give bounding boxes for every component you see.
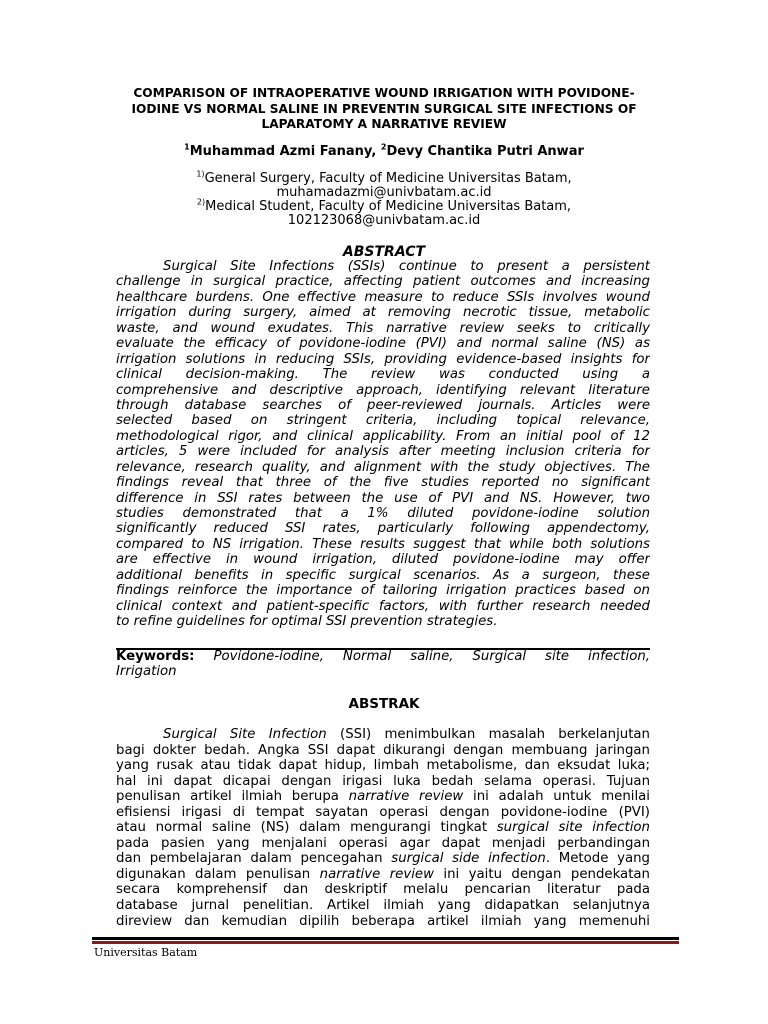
affiliation-text: General Surgery, Faculty of Medicine Universitas Batam, bbox=[204, 171, 572, 186]
keywords-text: Povidone-iodine, Normal saline, Surgical site infection, bbox=[213, 649, 650, 664]
abstrak-line: pada pasien yang menjalani operasi agar dapat menjadi perbandingan bbox=[116, 835, 650, 851]
abstrak-line: hal ini dapat dicapai dengan irigasi luka bedah selama operasi. Tujuan bbox=[116, 773, 650, 789]
abstract-line: methodological rigor, and clinical applicability. From an initial pool of 12 bbox=[116, 428, 650, 444]
abstrak-line: efisiensi irigasi di tempat sayatan operasi dengan povidone-iodine (PVI) bbox=[116, 804, 650, 820]
affiliation-text: Medical Student, Faculty of Medicine Universitas Batam, bbox=[205, 199, 572, 214]
title-line: COMPARISON OF INTRAOPERATIVE WOUND IRRIGATION WITH POVIDONE- bbox=[133, 86, 635, 100]
author-sup: 1 bbox=[184, 142, 190, 152]
abstrak-line: penulisan artikel ilmiah berupa narrative review ini adalah untuk menilai bbox=[116, 789, 650, 805]
abstract-line: articles, 5 were included for analysis after meeting inclusion criteria for bbox=[116, 444, 650, 460]
abstrak-line: direview dan kemudian dipilih beberapa artikel ilmiah yang memenuhi bbox=[116, 913, 650, 929]
abstrak-line: bagi dokter bedah. Angka SSI dapat dikurangi dengan membuang jaringan bbox=[116, 742, 650, 758]
affiliation-1 bbox=[110, 169, 658, 200]
title-line: IODINE VS NORMAL SALINE IN PREVENTIN SURGICAL SITE INFECTIONS OF bbox=[131, 101, 637, 116]
affiliation-sup: 2) bbox=[196, 197, 206, 207]
author-name: Devy Chantika Putri Anwar bbox=[386, 144, 584, 159]
abstract-line: waste, and wound exudates. This narrative review seeks to critically bbox=[116, 320, 650, 336]
footer-text: Universitas Batam bbox=[94, 946, 198, 959]
abstrak-line: Surgical Site Infection (SSI) menimbulkan masalah berkelanjutan bbox=[163, 727, 650, 742]
abstract-line: selected based on stringent criteria, including topical relevance, bbox=[116, 413, 650, 429]
author-list bbox=[110, 144, 658, 159]
keywords-label: Keywords: bbox=[116, 649, 195, 664]
abstract-line: studies demonstrated that a 1% diluted povidone-iodine solution bbox=[116, 506, 650, 521]
abstract-line: irrigation solutions in reducing SSIs, providing evidence-based insights for bbox=[116, 351, 650, 367]
keywords bbox=[116, 649, 650, 680]
affiliation-email: 102123068@univbatam.ac.id bbox=[287, 213, 481, 228]
abstract-line: are effective in wound irrigation, diluted povidone-iodine may offer bbox=[116, 552, 650, 568]
abstract-line: additional benefits in specific surgical scenarios. As a surgeon, these bbox=[116, 567, 650, 583]
abstrak-line: digunakan dalam penulisan narrative review ini yaitu dengan pendekatan bbox=[116, 866, 650, 882]
abstrak-body bbox=[116, 727, 650, 929]
title-line: LAPARATOMY A NARRATIVE REVIEW bbox=[261, 117, 507, 131]
abstract-line: clinical context and patient-specific factors, with further research needed bbox=[116, 598, 650, 614]
abstract-line: findings reinforce the importance of tailoring irrigation practices based on bbox=[116, 583, 650, 599]
author-name: Muhammad Azmi Fanany, bbox=[189, 144, 377, 159]
abstract-line: challenge in surgical practice, affecting patient outcomes and increasing bbox=[116, 274, 650, 290]
abstrak-line: atau normal saline (NS) dalam mengurangi tingkat surgical site infection bbox=[116, 820, 650, 836]
abstract-line: findings reveal that three of the five studies reported no significant bbox=[116, 475, 650, 491]
affiliation-email: muhamadazmi@univbatam.ac.id bbox=[276, 185, 492, 200]
abstract-line: significantly reduced SSI rates, particularly following appendectomy, bbox=[116, 521, 650, 537]
abstract-line: evaluate the efficacy of povidone-iodine (PVI) and normal saline (NS) as bbox=[116, 336, 650, 352]
abstract-line: healthcare burdens. One effective measure to reduce SSIs involves wound bbox=[116, 289, 650, 305]
abstract-heading: ABSTRACT bbox=[342, 244, 426, 260]
affiliation-2 bbox=[110, 197, 658, 228]
abstract-line: comprehensive and descriptive approach, identifying relevant literature bbox=[116, 382, 650, 398]
paper-title bbox=[110, 86, 658, 133]
abstract-line: to refine guidelines for optimal SSI prevention strategies. bbox=[116, 614, 498, 630]
abstrak-line: database jurnal penelitian. Artikel ilmiah yang didapatkan selanjutnya bbox=[116, 898, 650, 914]
author-sup: 2 bbox=[380, 142, 387, 152]
abstract-line: through database searches of peer-reviewed journals. Articles were bbox=[116, 397, 650, 413]
abstract-line: difference in SSI rates between the use of PVI and NS. However, two bbox=[116, 490, 650, 506]
abstract-body bbox=[116, 259, 650, 630]
abstrak-line: yang rusak atau tidak dapat hidup, limbah metabolisme, dan eksudat luka; bbox=[116, 758, 650, 774]
abstrak-heading: ABSTRAK bbox=[348, 696, 420, 712]
abstract-line: relevance, research quality, and alignment with the study objectives. The bbox=[116, 459, 650, 475]
abstrak-line: secara komprehensif dan deskriptif melalu pencarian literatur pada bbox=[116, 882, 650, 898]
abstrak-line: dan pembelajaran dalam pencegahan surgical side infection. Metode yang bbox=[116, 851, 650, 867]
abstract-line: Surgical Site Infections (SSIs) continue to present a persistent bbox=[163, 259, 650, 274]
footer-rule-accent bbox=[92, 941, 679, 944]
abstract-line: irrigation during surgery, aimed at removing necrotic tissue, metabolic bbox=[116, 305, 650, 321]
affiliation-sup: 1) bbox=[196, 169, 205, 179]
abstract-line: clinical decision-making. The review was conducted using a bbox=[116, 367, 650, 383]
keywords-text: Irrigation bbox=[116, 664, 177, 680]
footer-rule bbox=[92, 937, 679, 940]
abstract-line: compared to NS irrigation. These results suggest that while both solutions bbox=[116, 536, 650, 552]
